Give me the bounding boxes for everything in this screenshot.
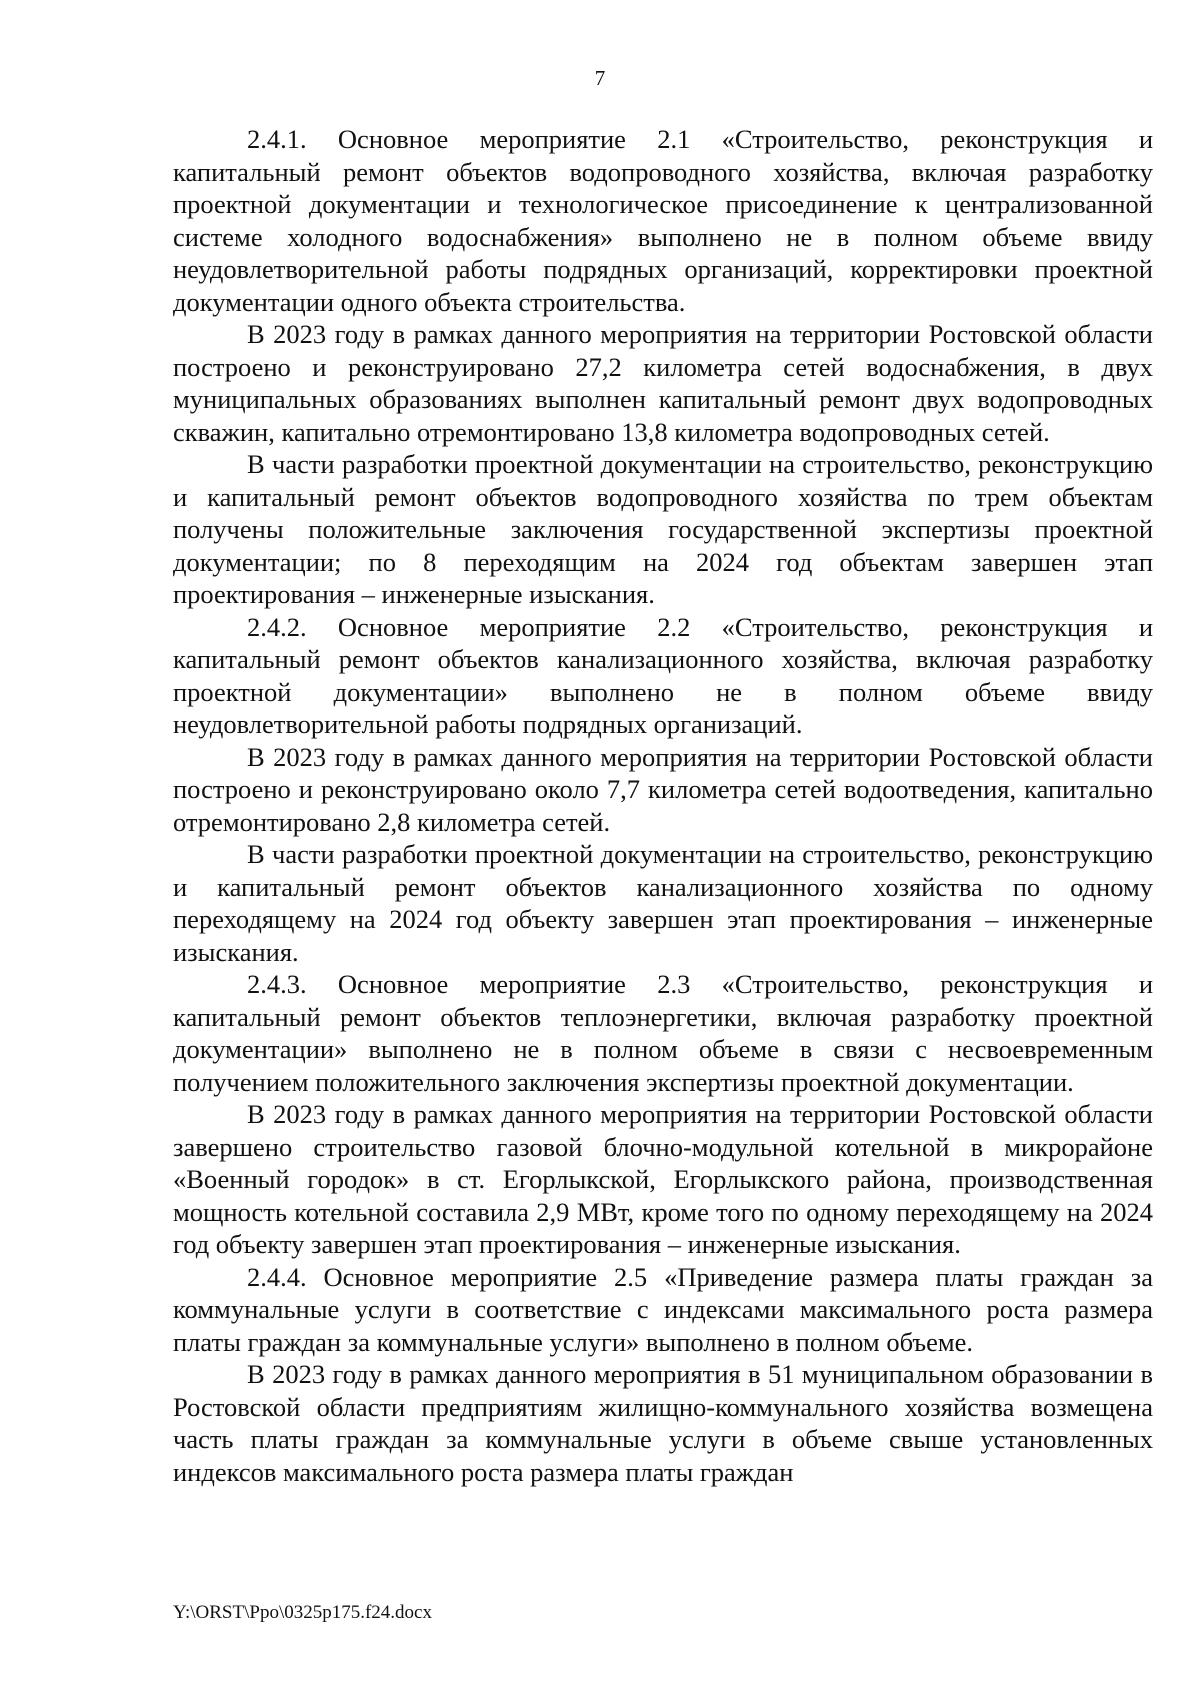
- paragraph-payment-results: В 2023 году в рамках данного мероприятия в 51 муниципальном образовании в Ростовской области предприятиям жилищно-коммунального хозяйства возмещена часть платы граждан за коммунальные услуги в объеме свыше установленных индексов максимального роста размера платы граждан: [173, 1359, 1153, 1487]
- paragraph-2-4-2: 2.4.2. Основное мероприятие 2.2 «Строительство, реконструкция и капитальный ремонт объектов канализационного хозяйства, включая разработку проектной документации» выполнено не в полном объеме ввиду неудовлетворительной работы подрядных организаций.: [173, 611, 1153, 739]
- page-number: 7: [594, 66, 606, 90]
- document-body: [173, 123, 1153, 1488]
- paragraph-2-4-1: 2.4.1. Основное мероприятие 2.1 «Строительство, реконструкция и капитальный ремонт объектов водопроводного хозяйства, включая разработку проектной документации и технологическое присоединение к централизованной системе холодного водоснабжения» выполнено не в полном объеме ввиду неудовлетворительной работы подрядных организаций, корректировки проектной документации одного объекта строительства.: [173, 124, 1153, 317]
- paragraph-sewer-results: В 2023 году в рамках данного мероприятия на территории Ростовской области построено и реконструировано около 7,7 километра сетей водоотведения, капитально отремонтировано 2,8 километра сетей.: [173, 741, 1153, 837]
- footer-file-path: Y:\ORST\Ppo\0325p175.f24.docx: [173, 1602, 432, 1623]
- paragraph-water-results: В 2023 году в рамках данного мероприятия на территории Ростовской области построено и реконструировано 27,2 километра сетей водоснабжения, в двух муниципальных образованиях выполнен капитальный ремонт двух водопроводных скважин, капитально отремонтировано 13,8 километра водопроводных сетей.: [173, 319, 1153, 447]
- paragraph-sewer-design: В части разработки проектной документации на строительство, реконструкцию и капитальный ремонт объектов канализационного хозяйства по одному переходящему на 2024 год объекту завершен этап проектирования – инженерные изыскания.: [173, 839, 1153, 967]
- paragraph-heat-results: В 2023 году в рамках данного мероприятия на территории Ростовской области завершено строительство газовой блочно-модульной котельной в микрорайоне «Военный городок» в ст. Егорлыкской, Егорлыкского района, производственная мощность котельной составила 2,9 МВт, кроме того по одному переходящему на 2024 год объекту завершен этап проектирования – инженерные изыскания.: [173, 1099, 1153, 1259]
- paragraph-2-4-4: 2.4.4. Основное мероприятие 2.5 «Приведение размера платы граждан за коммунальные услуги в соответствие с индексами максимального роста размера платы граждан за коммунальные услуги» выполнено в полном объеме.: [173, 1261, 1153, 1357]
- paragraph-2-4-3: 2.4.3. Основное мероприятие 2.3 «Строительство, реконструкция и капитальный ремонт объектов теплоэнергетики, включая разработку проектной документации» выполнено не в полном объеме в связи с несвоевременным получением положительного заключения экспертизы проектной документации.: [173, 969, 1153, 1097]
- paragraph-water-design: В части разработки проектной документации на строительство, реконструкцию и капитальный ремонт объектов водопроводного хозяйства по трем объектам получены положительные заключения государственной экспертизы проектной документации; по 8 переходящим на 2024 год объектам завершен этап проектирования – инженерные изыскания.: [173, 449, 1153, 609]
